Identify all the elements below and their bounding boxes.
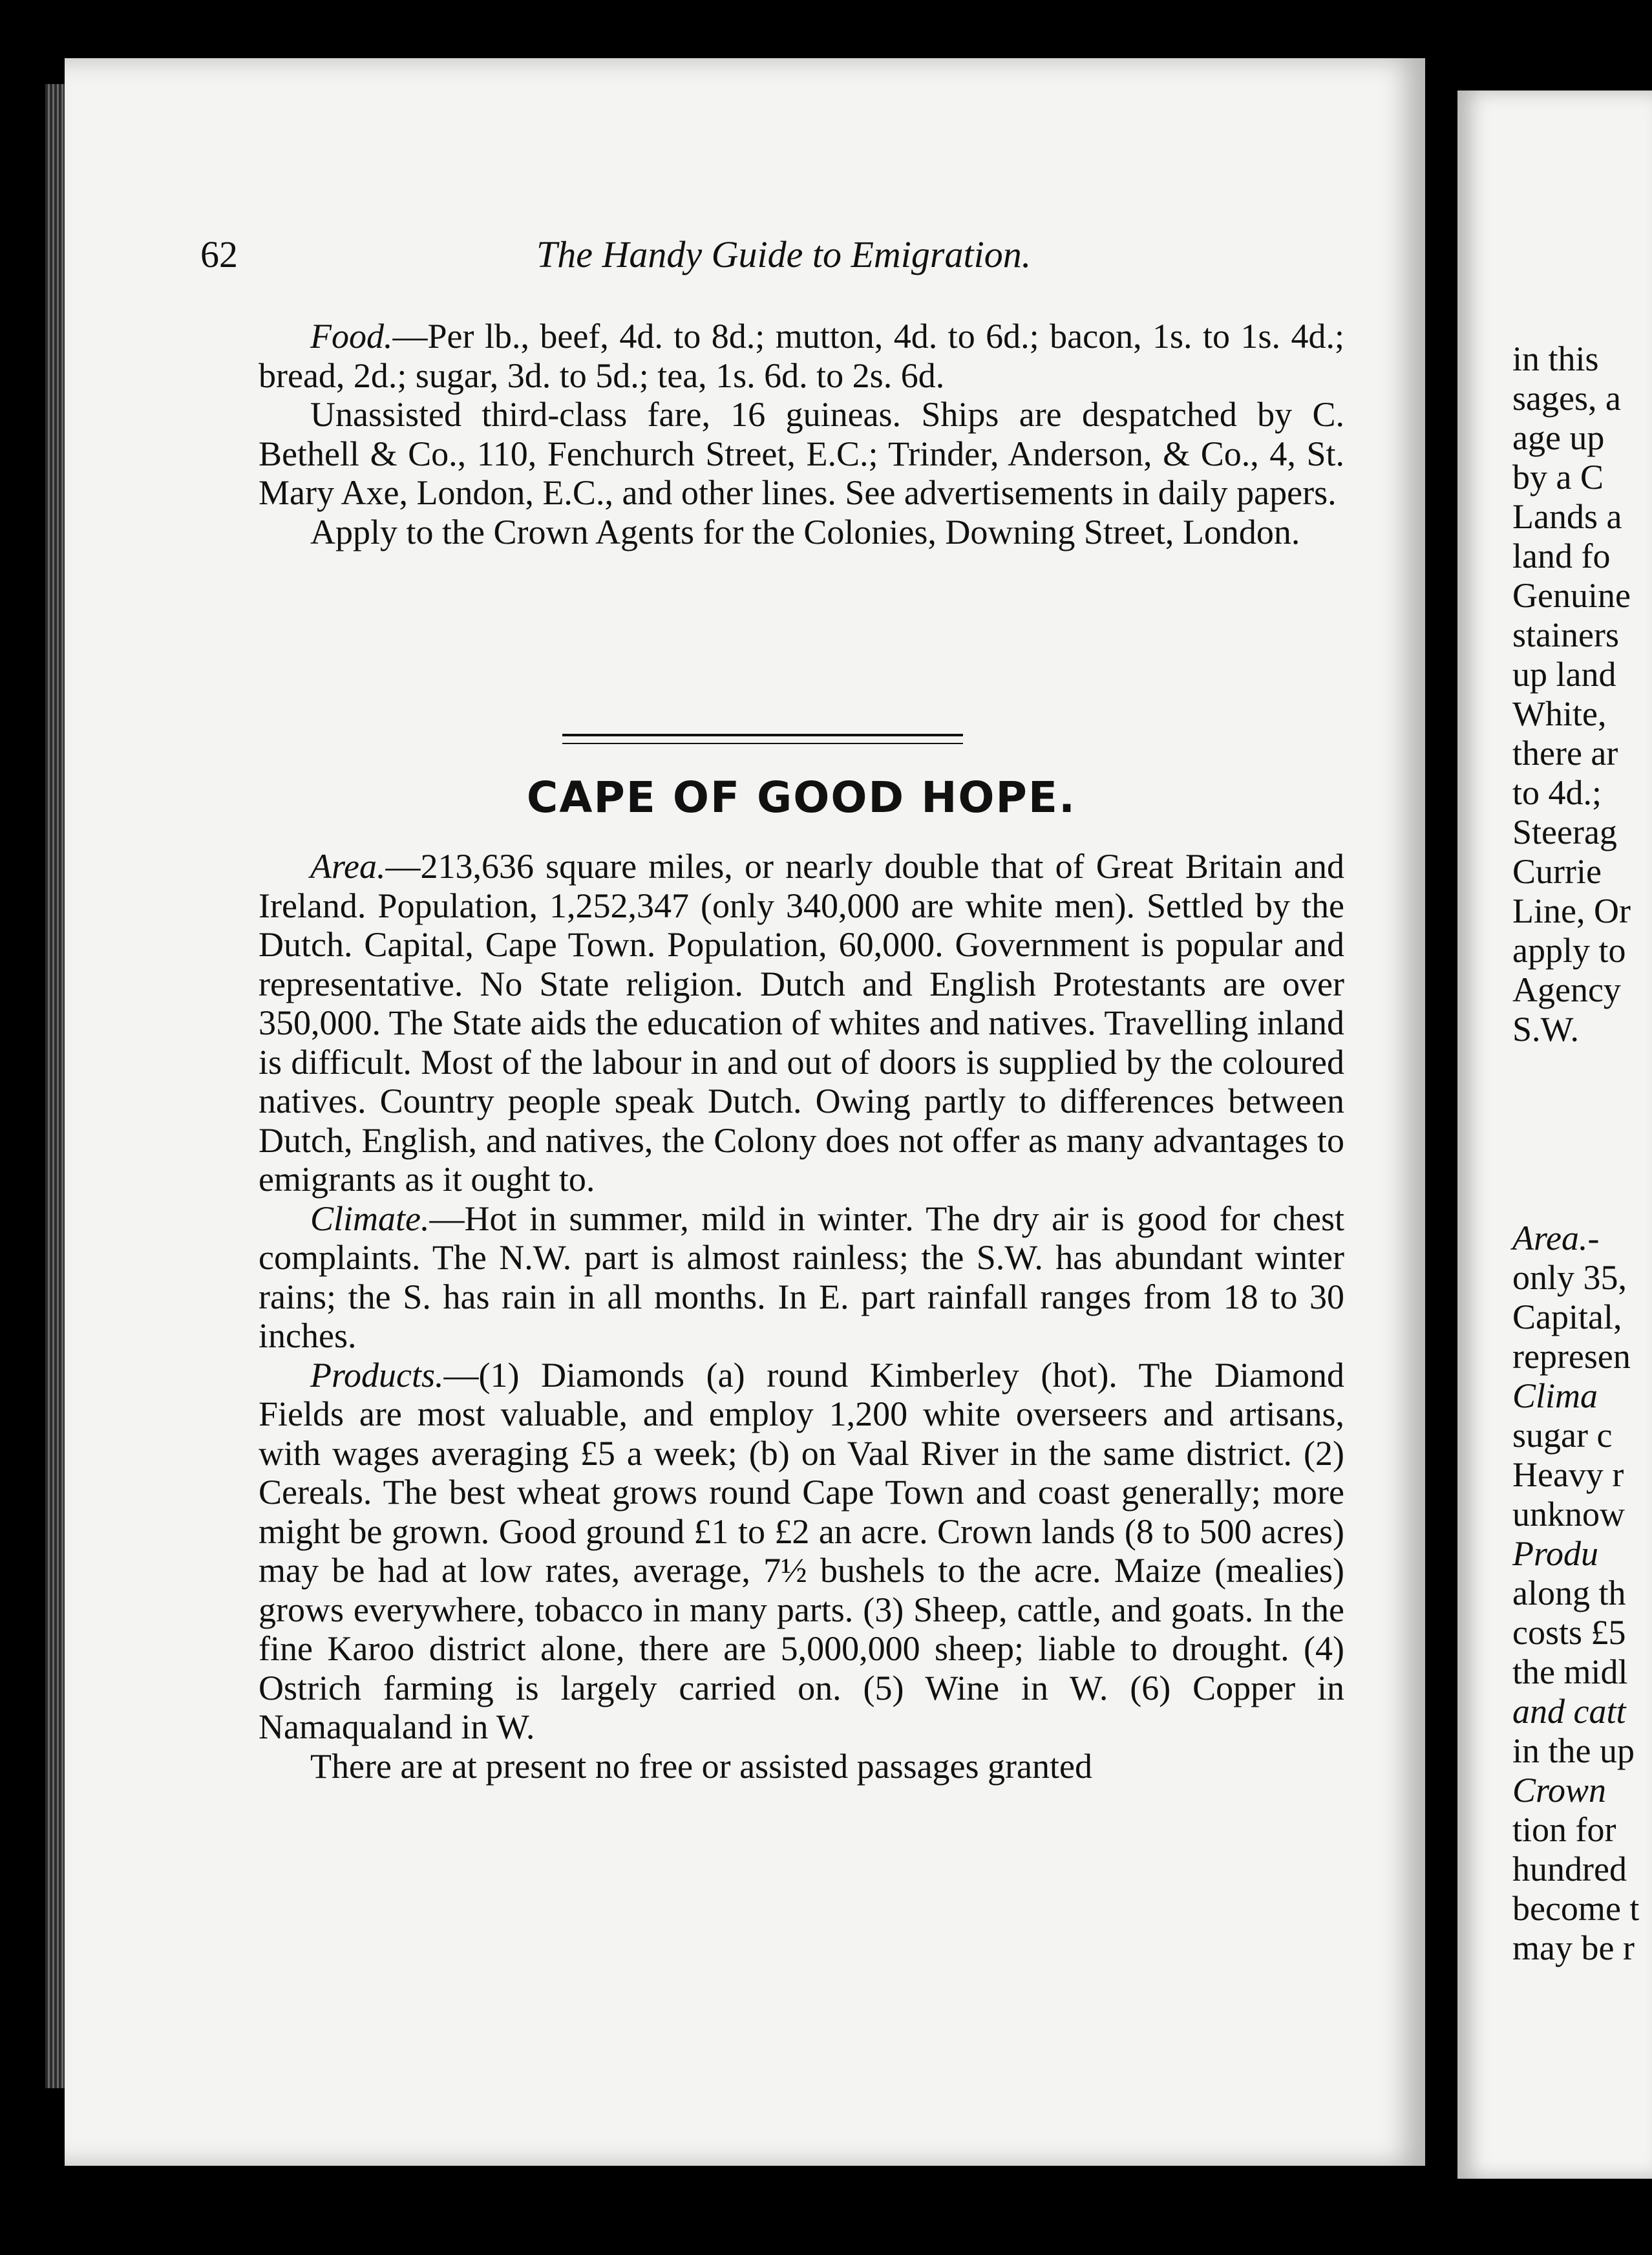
right-line: White, xyxy=(1512,694,1607,733)
area-lead: Area. xyxy=(310,847,386,886)
products-text: —(1) Diamonds (a) round Kimberley (hot). The Diamond Fields are most valuable, and employ 1,200 white overseers and artisans, with wages averaging £5 a week; (b) on Vaal River in the same district. (2) Cereals. The best wheat grows round Cape Town and coast generally; more might be grown. Good ground £1 to £2 an acre. Crown lands (8 to 500 acres) may be had at low rates, average, 7½ bushels to the acre. Maize (mealies) grows everywhere, tobacco in many parts. (3) Sheep, cattle, and goats. In the fine Karoo district alone, there are 5,000,000 sheep; liable to drought. (4) Ostrich farming is largely carried on. (5) Wine in W. (6) Copper in Namaqualand in W. xyxy=(259,1355,1344,1746)
right-line: hundred xyxy=(1512,1850,1627,1888)
right-line: there ar xyxy=(1512,734,1618,773)
right-line: only 35, xyxy=(1512,1258,1627,1297)
section-body xyxy=(259,847,1344,1786)
right-line: and catt xyxy=(1512,1692,1626,1731)
right-line: age up xyxy=(1512,418,1605,457)
right-page-lower-text xyxy=(1512,1219,1652,1968)
right-line: sages, a xyxy=(1512,379,1621,418)
apply-paragraph: Apply to the Crown Agents for the Colonies, Downing Street, London. xyxy=(310,512,1300,551)
products-paragraph xyxy=(259,1356,1344,1747)
right-line: Capital, xyxy=(1512,1298,1622,1336)
intro-text xyxy=(259,317,1344,551)
right-line: Area.- xyxy=(1512,1219,1600,1257)
right-line: Crown xyxy=(1512,1771,1607,1810)
right-line: become t xyxy=(1512,1889,1640,1928)
right-line: in this xyxy=(1512,339,1599,378)
right-line: land fo xyxy=(1512,537,1611,575)
right-line: Currie xyxy=(1512,852,1602,891)
page-header xyxy=(200,233,1351,284)
right-line: Lands a xyxy=(1512,497,1622,536)
right-line: unknow xyxy=(1512,1495,1625,1534)
climate-text: —Hot in summer, mild in winter. The dry air is good for chest complaints. The N.W. part is almost rainless; the S.W. has abundant winter rains; the S. has rain in all months. In E. part rainfall ranges from 18 to 30 inches. xyxy=(259,1199,1344,1355)
right-line: apply to xyxy=(1512,931,1626,970)
food-lead: Food. xyxy=(310,317,393,356)
right-line: Genuine xyxy=(1512,576,1631,615)
fare-paragraph: Unassisted third-class fare, 16 guineas. Ships are despatched by C. Bethell & Co., 110, Fenchurch Street, E.C.; Trinder, Anderson, & Co., 4, St. Mary Axe, London, E.C., and other lines. See advertisements in daily papers. xyxy=(259,395,1344,512)
right-line: in the up xyxy=(1512,1731,1635,1770)
right-line: along th xyxy=(1512,1574,1626,1612)
right-line: Heavy r xyxy=(1512,1455,1624,1494)
right-line: S.W. xyxy=(1512,1010,1580,1049)
right-line: the midl xyxy=(1512,1652,1628,1691)
passages-paragraph: There are at present no free or assisted passages granted xyxy=(310,1746,1092,1786)
right-line: represen xyxy=(1512,1337,1631,1376)
right-line: stainers xyxy=(1512,615,1619,654)
right-line: Line, Or xyxy=(1512,892,1631,930)
climate-lead: Climate. xyxy=(310,1199,430,1238)
book-page-edges xyxy=(45,84,65,2088)
right-line: sugar c xyxy=(1512,1416,1613,1455)
right-line: costs £5 xyxy=(1512,1613,1626,1652)
right-line: to 4d.; xyxy=(1512,773,1602,812)
right-line: tion for xyxy=(1512,1810,1616,1849)
area-paragraph xyxy=(259,847,1344,1199)
climate-paragraph xyxy=(259,1199,1344,1356)
running-title: The Handy Guide to Emigration. xyxy=(536,233,1032,275)
page-number: 62 xyxy=(200,233,238,275)
food-text: —Per lb., beef, 4d. to 8d.; mutton, 4d. to 6d.; bacon, 1s. to 1s. 4d.; bread, 2d.; sugar, 3d. to 5d.; tea, 1s. 6d. to 2s. 6d. xyxy=(259,317,1344,395)
right-line: Steerag xyxy=(1512,813,1617,851)
right-line: Agency xyxy=(1512,970,1621,1009)
right-line: may be r xyxy=(1512,1929,1635,1967)
right-page-upper-text xyxy=(1512,339,1652,1049)
section-heading: CAPE OF GOOD HOPE. xyxy=(526,773,1077,822)
right-line: by a C xyxy=(1512,458,1604,497)
right-line: up land xyxy=(1512,655,1616,694)
area-text: —213,636 square miles, or nearly double that of Great Britain and Ireland. Population, 1,252,347 (only 340,000 are white men). Settled by the Dutch. Capital, Cape Town. Population, 60,000. Government is popular and representative. No State religion. Dutch and English Protestants are over 350,000. The State aids the education of whites and natives. Travelling inland is difficult. Most of the labour in and out of doors is supplied by the coloured natives. Country people speak Dutch. Owing partly to differences between Dutch, English, and natives, the Colony does not offer as many advantages to emigrants as it ought to. xyxy=(259,847,1344,1199)
right-page xyxy=(1457,91,1652,2179)
right-line: Clima xyxy=(1512,1376,1598,1415)
food-paragraph xyxy=(259,317,1344,395)
right-line: Produ xyxy=(1512,1534,1598,1573)
products-lead: Products. xyxy=(310,1355,444,1395)
section-divider xyxy=(562,734,963,744)
